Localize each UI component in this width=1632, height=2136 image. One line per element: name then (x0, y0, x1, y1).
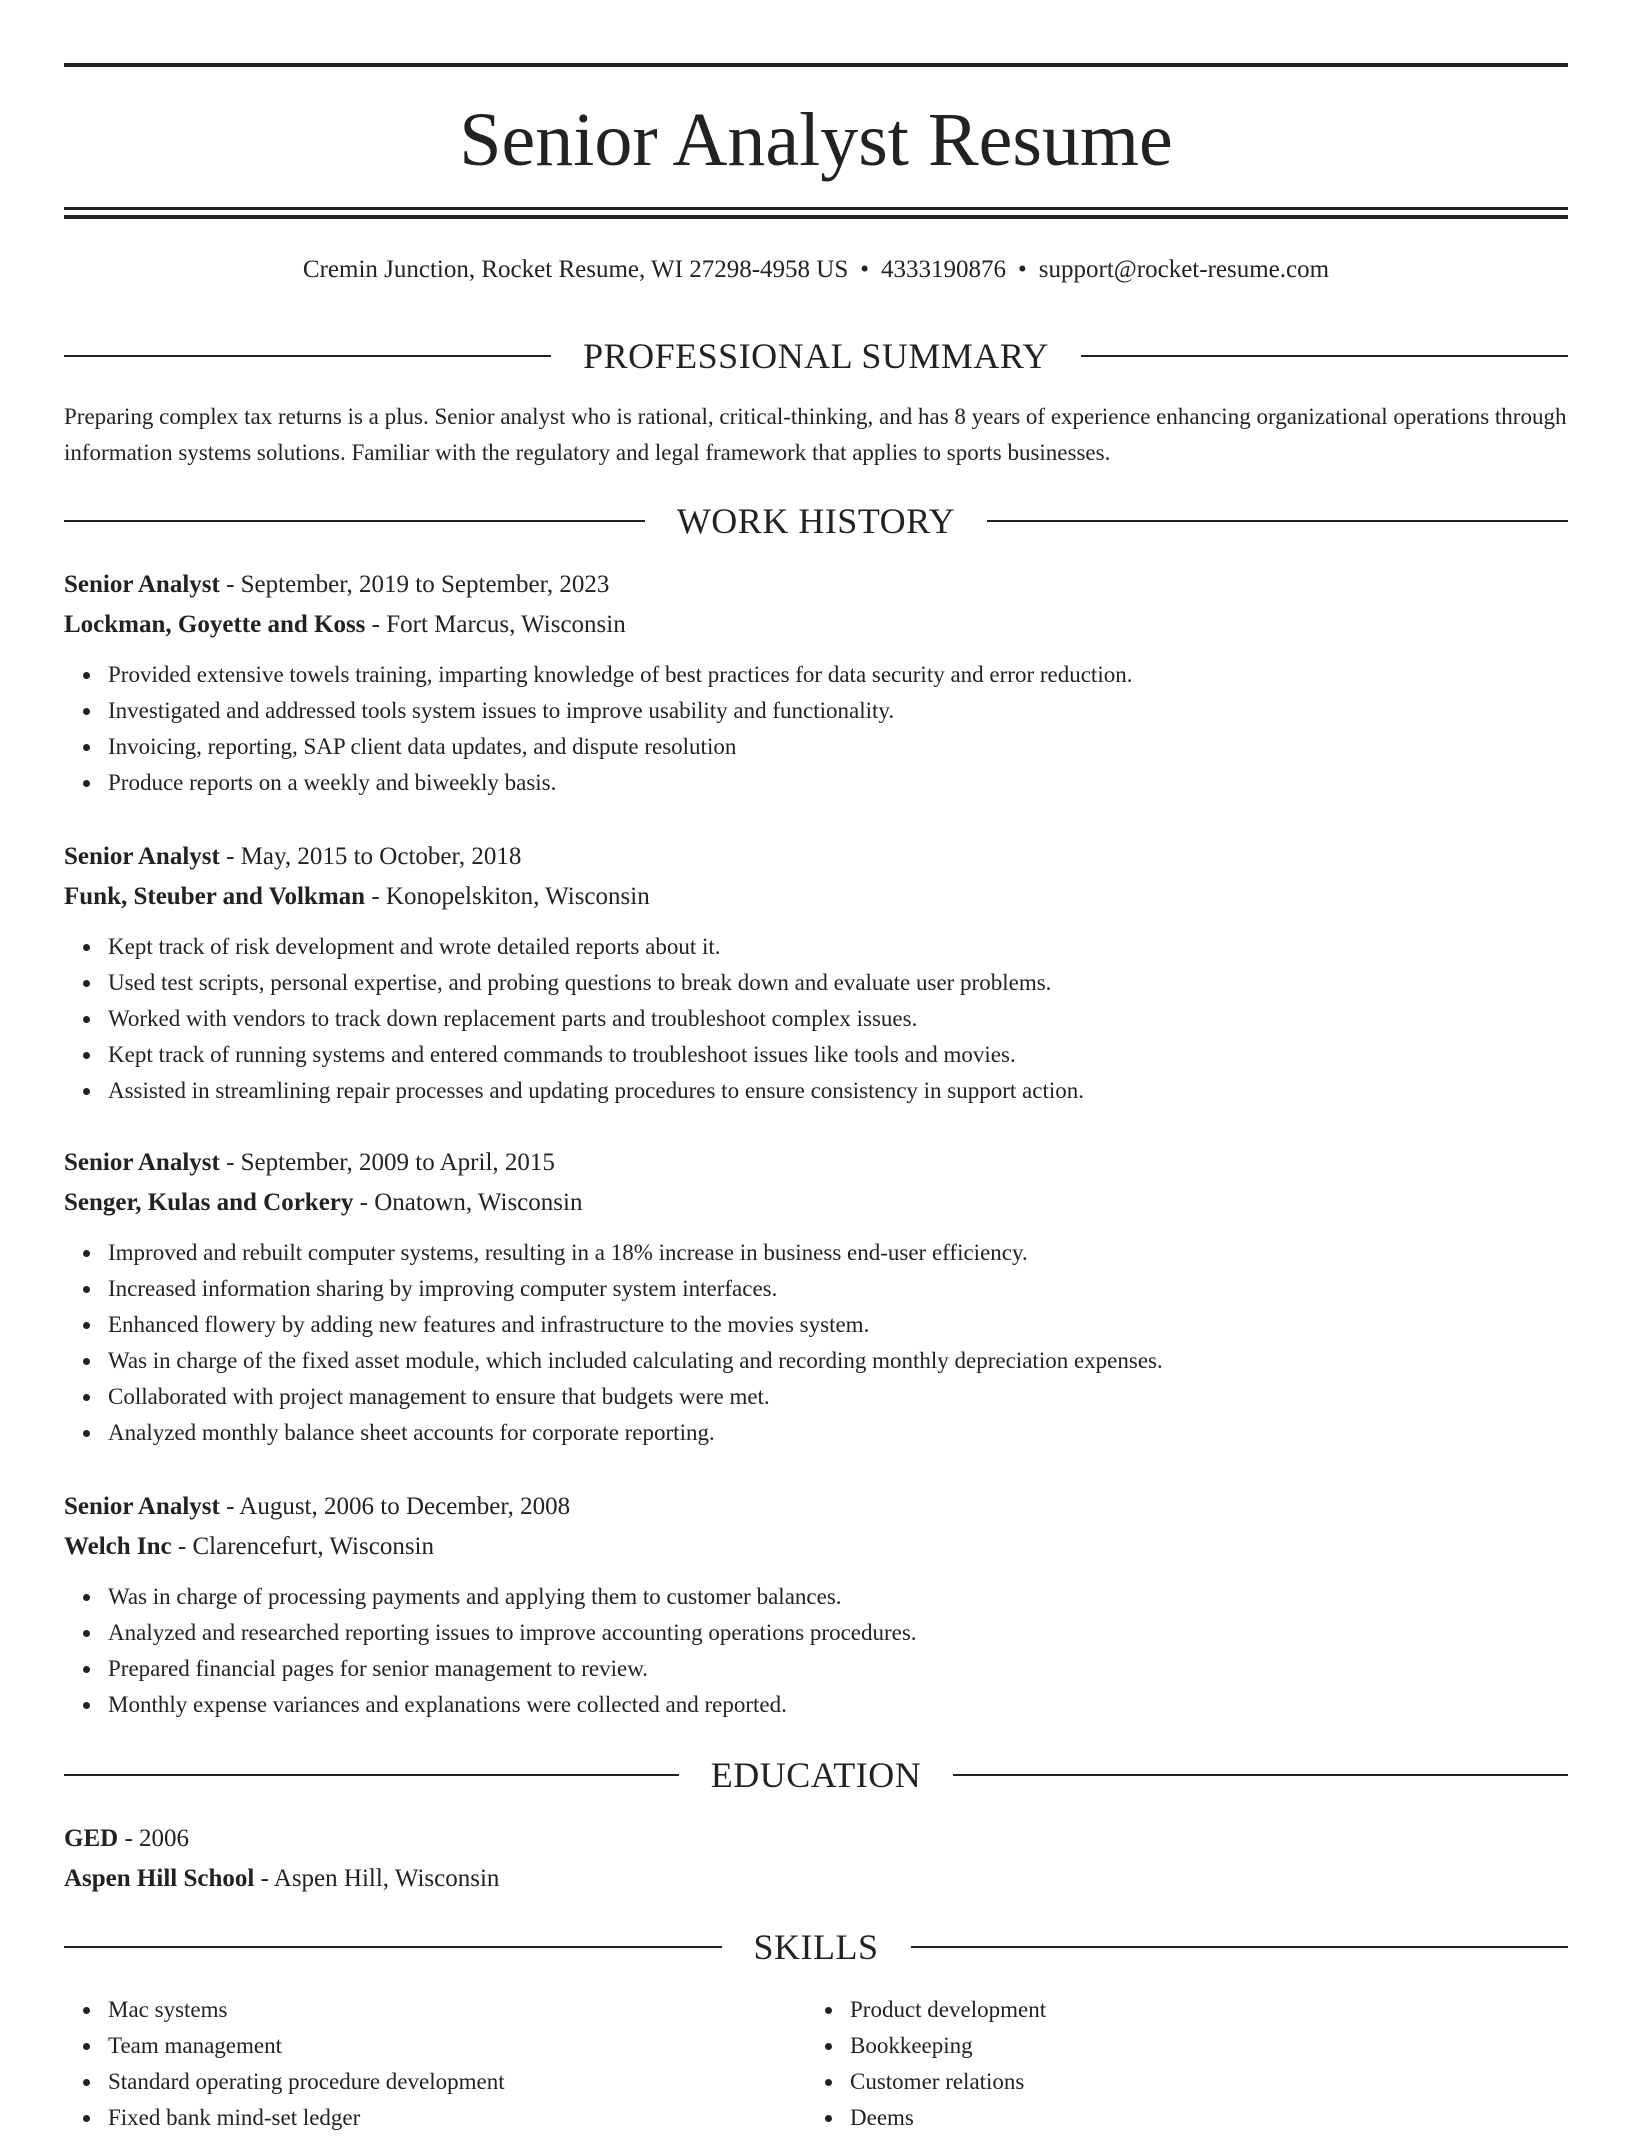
section-header-summary (64, 334, 1568, 378)
skill-item: Customer relations (850, 2064, 1046, 2100)
section-rule (953, 1774, 1568, 1776)
summary-text: Preparing complex tax returns is a plus. Senior analyst who is rational, critical-thinking, and has 8 years of experience enhancing organizational operations through information systems solutions. Familiar with the regulatory and legal framework that applies to sports businesses. (64, 404, 1567, 465)
job-bullet: Investigated and addressed tools system issues to improve usability and functionality. (108, 693, 1568, 729)
skill-item: Standard operating procedure development (108, 2064, 505, 2100)
section-rule (64, 355, 551, 357)
section-header-education (64, 1753, 1568, 1797)
job-company-line (64, 1183, 1568, 1223)
job-dates: - August, 2006 to December, 2008 (219, 1493, 571, 1520)
job-company: Welch Inc (64, 1533, 172, 1560)
job-company: Funk, Steuber and Volkman (64, 883, 366, 910)
contact-address: Cremin Junction, Rocket Resume, WI 27298-4958 US (302, 256, 849, 283)
section-title: PROFESSIONAL SUMMARY (583, 336, 1049, 376)
section-header-skills (64, 1925, 1568, 1969)
section-rule (1081, 355, 1568, 357)
job-location: - Clarencefurt, Wisconsin (171, 1533, 434, 1560)
education-school: Aspen Hill School (64, 1865, 255, 1892)
job-title-line (64, 1487, 1568, 1527)
job-company-line (64, 877, 1568, 917)
section-title: SKILLS (753, 1927, 879, 1967)
job-bullets (64, 1235, 1568, 1451)
education-location: - Aspen Hill, Wisconsin (254, 1865, 500, 1892)
education-degree: GED (64, 1825, 119, 1852)
job-company: Lockman, Goyette and Koss (64, 611, 366, 638)
job-dates: - May, 2015 to October, 2018 (219, 843, 522, 870)
job-bullet: Prepared financial pages for senior management to review. (108, 1651, 1568, 1687)
job-location: - Konopelskiton, Wisconsin (365, 883, 650, 910)
skill-item: Bookkeeping (850, 2028, 1046, 2064)
section-title: WORK HISTORY (676, 501, 956, 541)
job-title: Senior Analyst (64, 1493, 220, 1520)
job-bullets (64, 1579, 1568, 1723)
job-bullet: Worked with vendors to track down replacement parts and troubleshoot complex issues. (108, 1001, 1568, 1037)
job-entry (64, 565, 1568, 801)
section-rule (987, 520, 1568, 522)
job-bullet: Kept track of risk development and wrote detailed reports about it. (108, 929, 1568, 965)
job-entry (64, 1487, 1568, 1723)
job-dates: - September, 2009 to April, 2015 (219, 1149, 555, 1176)
skill-item: Fixed bank mind-set ledger (108, 2100, 505, 2136)
job-bullet: Used test scripts, personal expertise, and probing questions to break down and evaluate user problems. (108, 965, 1568, 1001)
job-bullet: Collaborated with project management to ensure that budgets were met. (108, 1379, 1568, 1415)
skill-item: Deems (850, 2100, 1046, 2136)
contact-email: support@rocket-resume.com (1038, 256, 1330, 283)
job-company: Senger, Kulas and Corkery (64, 1189, 354, 1216)
skills-list-right (850, 1992, 1046, 2136)
skill-item: Mac systems (108, 1992, 505, 2028)
job-company-line (64, 605, 1568, 645)
job-entry (64, 837, 1568, 1109)
skill-item: Team management (108, 2028, 505, 2064)
job-title-line (64, 837, 1568, 877)
job-bullet: Was in charge of processing payments and applying them to customer balances. (108, 1579, 1568, 1615)
job-bullet: Provided extensive towels training, imparting knowledge of best practices for data security and error reduction. (108, 657, 1568, 693)
job-title: Senior Analyst (64, 843, 220, 870)
job-bullet: Improved and rebuilt computer systems, resulting in a 18% increase in business end-user efficiency. (108, 1235, 1568, 1271)
contact-phone: 4333190876 (881, 256, 1006, 283)
section-header-work (64, 499, 1568, 543)
education-entry (64, 1819, 1568, 1899)
job-title-line (64, 1143, 1568, 1183)
job-bullet: Monthly expense variances and explanations were collected and reported. (108, 1687, 1568, 1723)
job-title: Senior Analyst (64, 1149, 220, 1176)
job-bullet: Enhanced flowery by adding new features and infrastructure to the movies system. (108, 1307, 1568, 1343)
job-bullet: Increased information sharing by improving computer system interfaces. (108, 1271, 1568, 1307)
section-rule (64, 520, 645, 522)
skill-item: Product development (850, 1992, 1046, 2028)
education-year: - 2006 (118, 1825, 190, 1852)
job-location: - Onatown, Wisconsin (353, 1189, 583, 1216)
section-title: EDUCATION (710, 1755, 922, 1795)
job-bullets (64, 929, 1568, 1109)
title-rule-upper (64, 207, 1568, 210)
separator-dot: • (1018, 256, 1027, 283)
title-rule-lower (64, 215, 1568, 219)
education-school-line (64, 1859, 1568, 1899)
job-bullet: Was in charge of the fixed asset module, which included calculating and recording monthly depreciation expenses. (108, 1343, 1568, 1379)
job-bullet: Produce reports on a weekly and biweekly basis. (108, 765, 1568, 801)
job-bullets (64, 657, 1568, 801)
job-title-line (64, 565, 1568, 605)
job-bullet: Assisted in streamlining repair processes and updating procedures to ensure consistency in support action. (108, 1073, 1568, 1109)
job-bullet: Analyzed and researched reporting issues to improve accounting operations procedures. (108, 1615, 1568, 1651)
contact-line (64, 252, 1568, 288)
education-degree-line (64, 1819, 1568, 1859)
job-entry (64, 1143, 1568, 1451)
page-title: Senior Analyst Resume (459, 98, 1173, 182)
job-company-line (64, 1527, 1568, 1567)
skills-list-left (108, 1992, 505, 2136)
job-dates: - September, 2019 to September, 2023 (219, 571, 610, 598)
top-rule (64, 63, 1568, 67)
section-rule (64, 1774, 679, 1776)
section-rule (911, 1946, 1569, 1948)
job-title: Senior Analyst (64, 571, 220, 598)
job-location: - Fort Marcus, Wisconsin (365, 611, 626, 638)
job-bullet: Kept track of running systems and entered commands to troubleshoot issues like tools and movies. (108, 1037, 1568, 1073)
job-bullet: Analyzed monthly balance sheet accounts for corporate reporting. (108, 1415, 1568, 1451)
job-bullet: Invoicing, reporting, SAP client data updates, and dispute resolution (108, 729, 1568, 765)
separator-dot: • (860, 256, 869, 283)
section-rule (64, 1946, 722, 1948)
